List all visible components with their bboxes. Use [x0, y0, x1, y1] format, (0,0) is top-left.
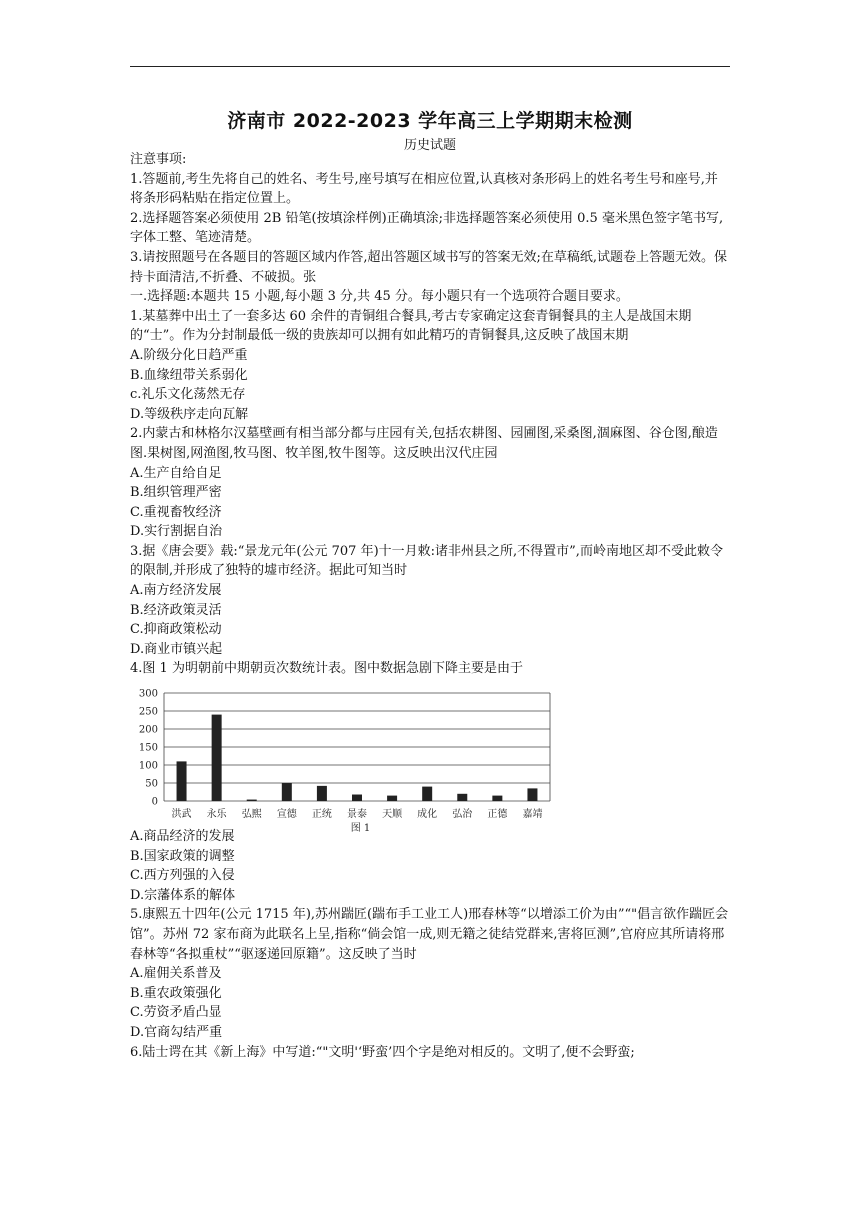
section-heading: 一.选择题:本题共 15 小题,每小题 3 分,共 45 分。每小题只有一个选项符合题目要求。 [130, 289, 629, 305]
bar [177, 761, 187, 801]
x-tick-label: 天顺 [382, 809, 403, 821]
question-4-option-c: C.西方列强的入侵 [130, 868, 235, 884]
question-3-option-b: B.经济政策灵活 [130, 602, 222, 618]
question-1-option-c: c.礼乐文化荡然无存 [130, 387, 246, 403]
y-tick-label: 50 [145, 778, 158, 790]
y-tick-label: 250 [138, 706, 158, 718]
x-tick-label: 永乐 [206, 809, 227, 821]
bar [317, 786, 327, 801]
question-5-stem: 5.康熙五十四年(公元 1715 年),苏州踹匠(踹布手工业工人)邢春林等“以增添工价为由”“"倡言欲作踹匠会馆”。苏州 72 家布商为此联名上呈,指称“倘会馆一成,则无籍之徒结党群来,害将叵测”,官府应其所请将邢春林等“各拟重杖”“驱逐递回原籍”。这反映了当时 [130, 907, 729, 962]
question-4-stem: 4.图 1 为明朝前中期朝贡次数统计表。图中数据急剧下降主要是由于 [130, 661, 523, 677]
x-tick-label: 弘熙 [241, 809, 262, 821]
question-2-option-b: B.组织管理严密 [130, 485, 222, 501]
bar [492, 796, 502, 801]
question-4-option-a: A.商品经济的发展 [130, 829, 235, 845]
x-tick-label: 景泰 [347, 809, 367, 821]
top-rule [130, 66, 730, 67]
bar [422, 787, 432, 801]
chart-svg [130, 685, 560, 835]
notice-item: 1.答题前,考生先将自己的姓名、考生号,座号填写在相应位置,认真核对条形码上的姓名考生号和座号,并将条形码粘贴在指定位置上。 [130, 171, 718, 207]
notice-item: 3.请按照题号在各题目的答题区域内作答,超出答题区域书写的答案无效;在草稿纸,试题卷上答题无效。保持卡面清洁,不折叠、不破损。张 [130, 249, 728, 285]
question-5-option-c: C.劳资矛盾凸显 [130, 1005, 222, 1021]
bar [457, 794, 467, 801]
page-title: 济南市 2022-2023 学年高三上学期期末检测 [227, 110, 633, 132]
question-3-option-c: C.抑商政策松动 [130, 622, 222, 638]
page-subtitle: 历史试题 [403, 138, 456, 153]
x-tick-label: 宣德 [276, 809, 297, 821]
x-tick-label: 嘉靖 [522, 809, 543, 821]
chart-caption: 图 1 [350, 823, 371, 835]
bar [212, 715, 222, 801]
question-1-option-a: A.阶级分化日趋严重 [130, 347, 248, 363]
question-3-option-a: A.南方经济发展 [130, 583, 222, 599]
bar [282, 783, 292, 801]
question-1-option-d: D.等级秩序走向瓦解 [130, 406, 249, 422]
question-2-stem: 2.内蒙古和林格尔汉墓壁画有相当部分都与庄园有关,包括农耕图、园圃图,采桑图,涸麻图、谷仓图,酿造图.果树图,网渔图,牧马图、牧羊图,牧牛图等。这反映出汉代庄园 [130, 426, 718, 461]
bar [352, 795, 362, 801]
notice-heading: 注意事项: [130, 152, 187, 167]
y-tick-label: 0 [151, 796, 158, 808]
question-3-option-d: D.商业市镇兴起 [130, 641, 223, 657]
question-4-option-b: B.国家政策的调整 [130, 848, 235, 864]
y-tick-label: 200 [138, 724, 158, 736]
x-tick-label: 弘治 [452, 809, 473, 821]
document-body [130, 150, 730, 1062]
question-5-option-a: A.雇佣关系普及 [130, 966, 222, 982]
question-1-option-b: B.血缘纽带关系弱化 [130, 367, 248, 383]
y-tick-label: 300 [138, 688, 158, 700]
x-tick-label: 正统 [311, 809, 332, 821]
question-4-option-d: D.宗藩体系的解体 [130, 887, 236, 903]
x-tick-label: 正德 [487, 809, 508, 821]
question-5-option-d: D.官商勾结严重 [130, 1024, 223, 1040]
bar [247, 800, 257, 801]
question-2-option-c: C.重视畜牧经济 [130, 504, 222, 520]
question-1-stem: 1.某墓葬中出土了一套多达 60 余件的青铜组合餐具,考古专家确定这套青铜餐具的主人是战国末期的“士”。作为分封制最低一级的贵族却可以拥有如此精巧的青铜餐具,这反映了战国末期 [130, 308, 692, 344]
bar [387, 796, 397, 801]
question-5-option-b: B.重农政策强化 [130, 985, 222, 1001]
y-tick-label: 150 [138, 742, 158, 754]
question-3-stem: 3.据《唐会要》载:“景龙元年(公元 707 年)十一月敕:诸非州县之所,不得置市”,而岭南地区却不受此敕令的限制,并形成了独特的墟市经济。据此可知当时 [130, 543, 723, 579]
question-2-option-a: A.生产自给自足 [130, 465, 222, 481]
bar [527, 788, 537, 801]
notice-item: 2.选择题答案必须使用 2B 铅笔(按填涂样例)正确填涂;非选择题答案必须使用 0.5 毫米黑色签字笔书写,字体工整、笔迹清楚。 [130, 210, 724, 246]
x-tick-label: 洪武 [171, 809, 192, 821]
question-2-option-d: D.实行割据自治 [130, 524, 223, 540]
question-6-stem: 6.陆士谔在其《新上海》中写道:“"文明'‘野蛮’四个字是绝对相反的。文明了,便不会野蛮; [130, 1044, 635, 1060]
y-tick-label: 100 [138, 760, 158, 772]
tribute-bar-chart [130, 685, 560, 835]
x-tick-label: 成化 [417, 809, 438, 821]
